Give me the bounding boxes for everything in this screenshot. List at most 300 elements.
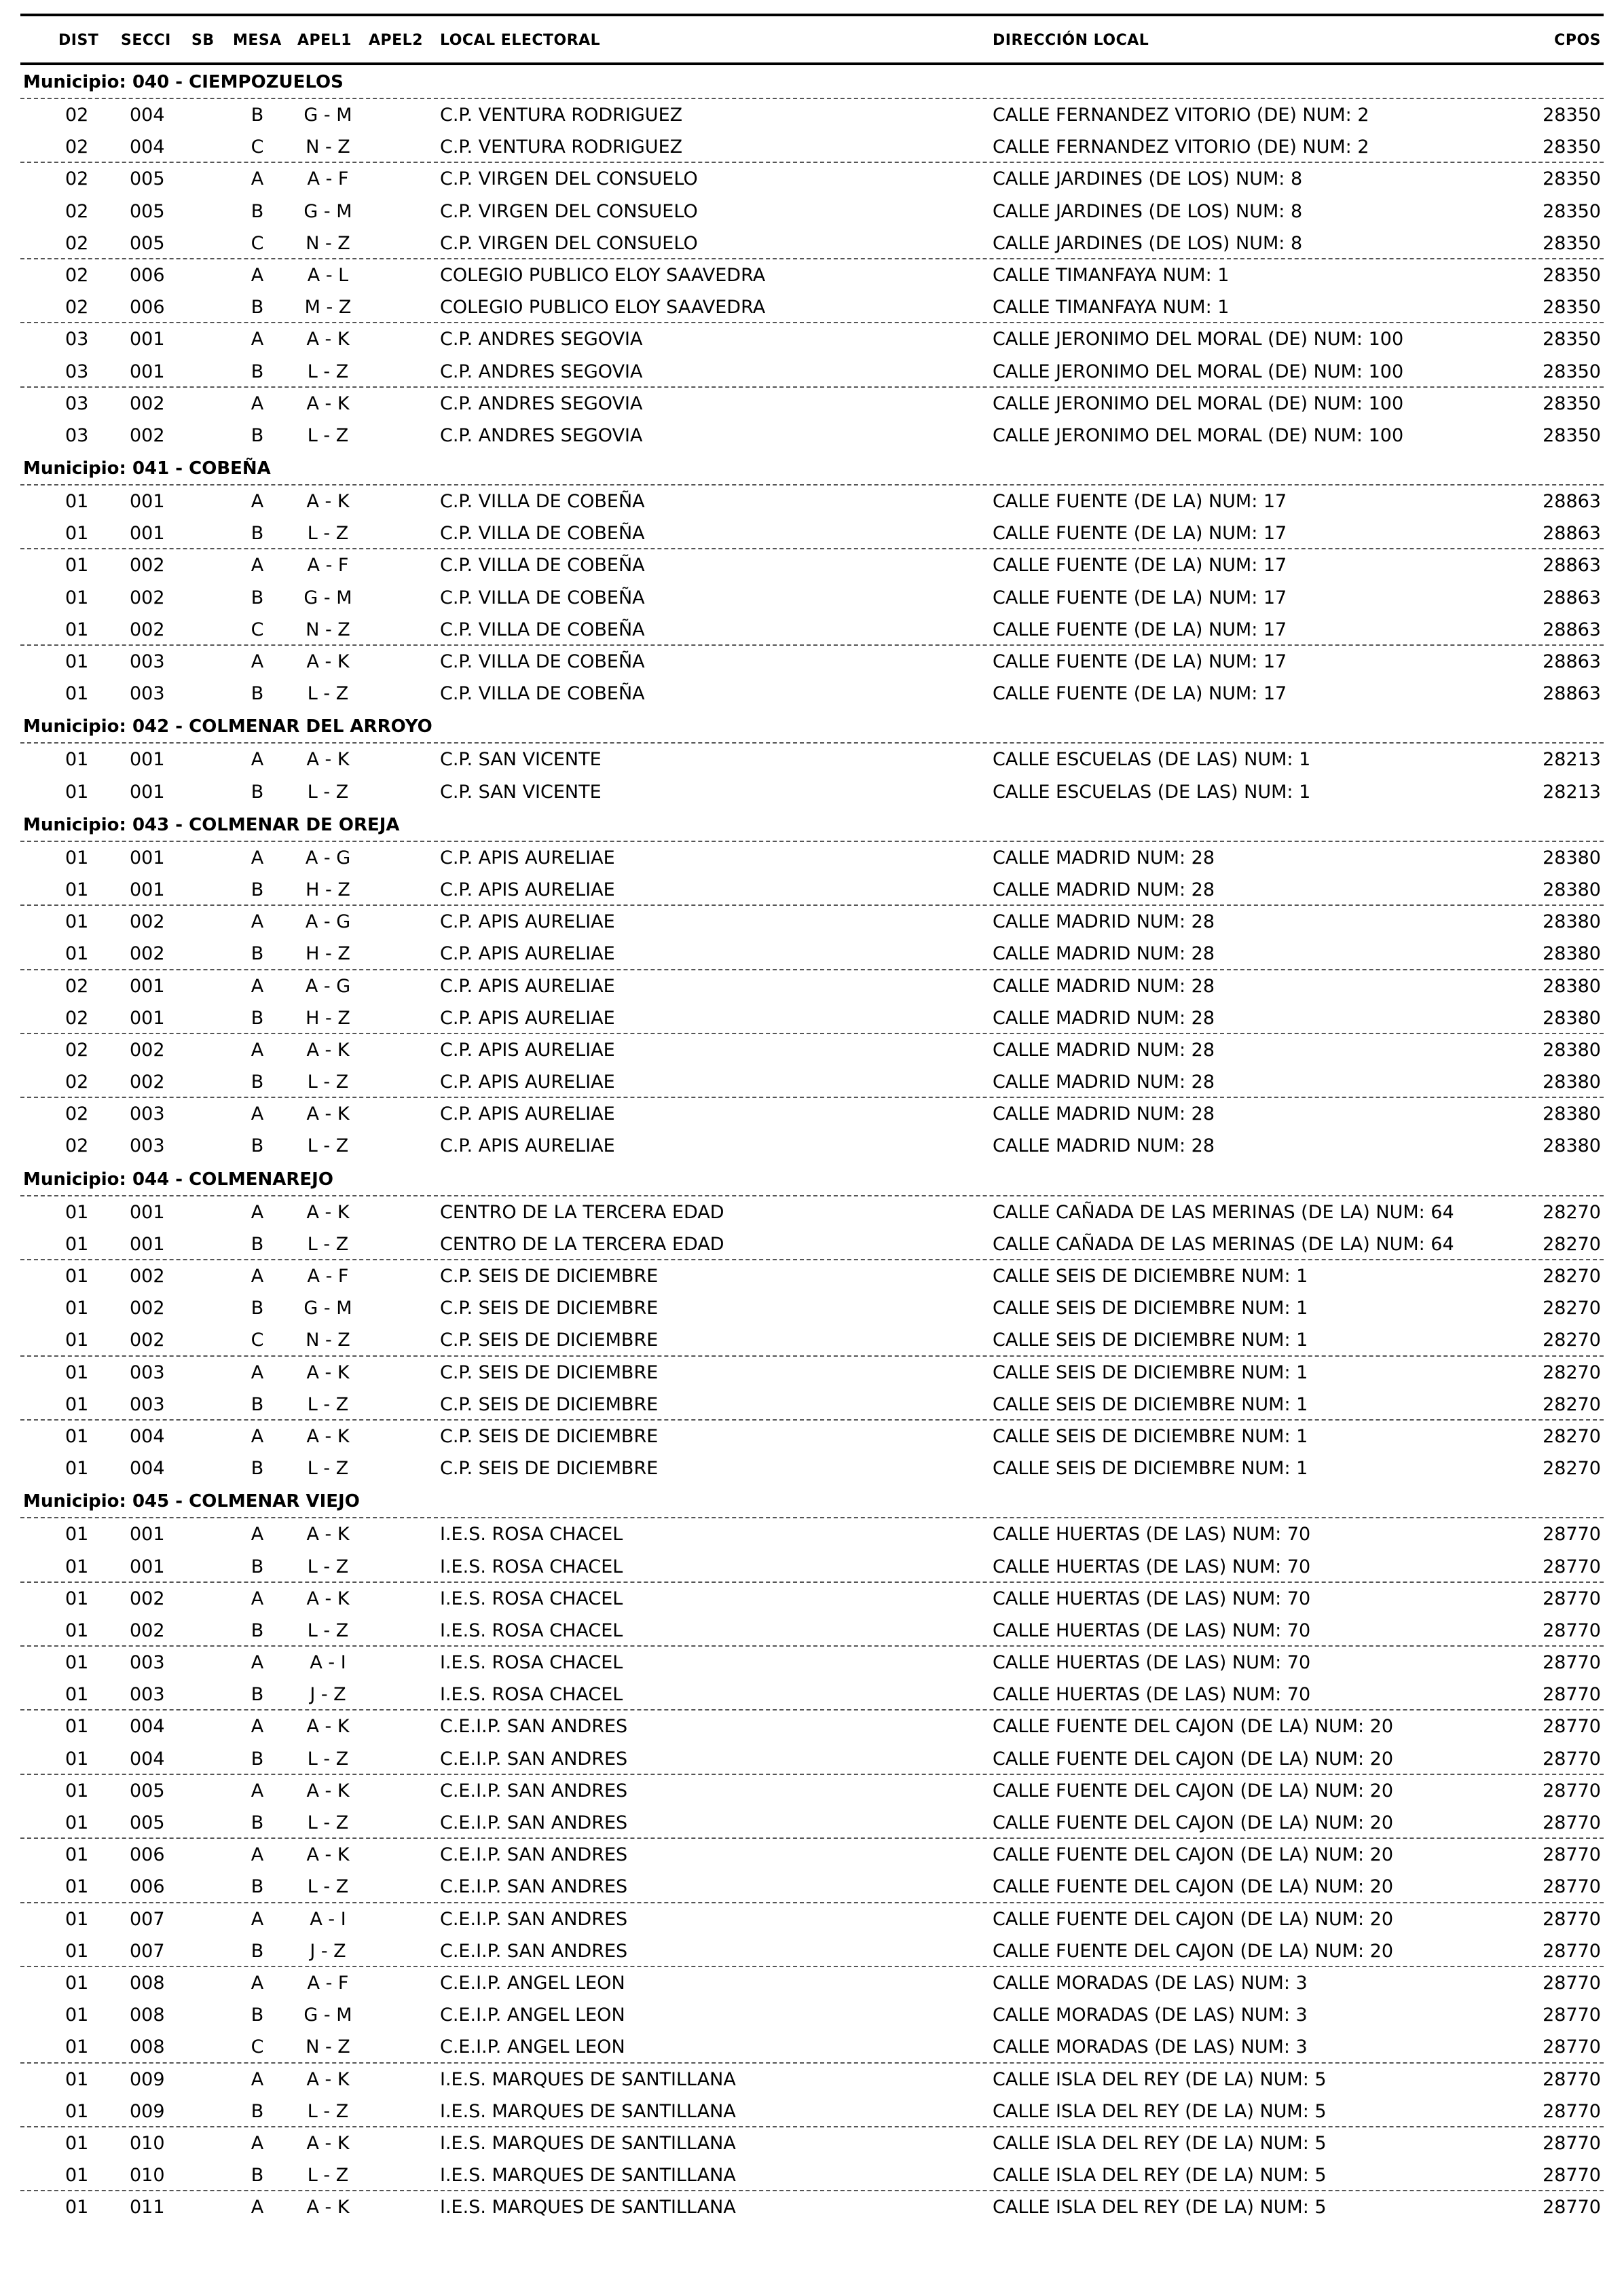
table-row [20, 131, 1604, 163]
local-electoral-cell: I.E.S. ROSA CHACEL [440, 1588, 623, 1609]
sb-cell: A [251, 1844, 264, 1866]
secci-cell: 001 [130, 1201, 165, 1223]
sb-cell: A [251, 1652, 264, 1674]
sb-cell: B [251, 1620, 264, 1641]
table-row [20, 1679, 1604, 1710]
municipio-header [20, 452, 1604, 486]
mesa-cell: A - G [305, 975, 351, 997]
local-electoral-cell: I.E.S. ROSA CHACEL [440, 1652, 623, 1674]
direccion-local-cell: CALLE ISLA DEL REY (DE LA) NUM: 5 [993, 2132, 1327, 2154]
sb-cell: A [251, 1266, 264, 1287]
dist-cell: 02 [65, 1039, 89, 1061]
dist-cell: 01 [65, 1716, 89, 1738]
table-row [20, 646, 1604, 678]
sb-cell: A [251, 1039, 264, 1061]
mesa-cell: A - F [307, 168, 349, 190]
sb-cell: A [251, 1972, 264, 1994]
local-electoral-cell: C.P. APIS AURELIAE [440, 1072, 615, 1093]
mesa-cell: G - M [303, 1298, 352, 1319]
sb-cell: B [251, 1298, 264, 1319]
dist-cell: 01 [65, 1266, 89, 1287]
dist-cell: 01 [65, 781, 89, 803]
direccion-local-cell: CALLE MADRID NUM: 28 [993, 1135, 1215, 1157]
mesa-cell: A - F [307, 555, 349, 577]
electoral-table [20, 14, 1604, 2223]
mesa-cell: L - Z [307, 1072, 349, 1093]
dist-cell: 01 [65, 2165, 89, 2187]
sb-cell: B [251, 105, 264, 126]
mesa-cell: M - Z [304, 297, 352, 318]
sb-cell: B [251, 1072, 264, 1093]
municipio-header [20, 710, 1604, 744]
direccion-local-cell: CALLE JERONIMO DEL MORAL (DE) NUM: 100 [993, 392, 1404, 414]
secci-cell: 011 [130, 2197, 165, 2218]
mesa-cell: G - M [303, 105, 352, 126]
dist-cell: 02 [65, 168, 89, 190]
sb-cell: C [251, 136, 264, 158]
cpos-cell: 28770 [1543, 1844, 1601, 1866]
secci-cell: 006 [130, 1876, 165, 1898]
dist-cell: 01 [65, 1233, 89, 1255]
dist-cell: 01 [65, 1652, 89, 1674]
direccion-local-cell: CALLE FERNANDEZ VITORIO (DE) NUM: 2 [993, 105, 1369, 126]
local-electoral-cell: C.P. SAN VICENTE [440, 781, 602, 803]
sb-cell: C [251, 2036, 264, 2058]
secci-cell: 003 [130, 1135, 165, 1157]
secci-cell: 010 [130, 2165, 165, 2187]
table-row [20, 1034, 1604, 1066]
dist-cell: 01 [65, 555, 89, 577]
local-electoral-cell: I.E.S. ROSA CHACEL [440, 1620, 623, 1641]
mesa-cell: H - Z [306, 879, 350, 900]
table-row [20, 323, 1604, 355]
mesa-cell: A - K [306, 1103, 350, 1125]
secci-cell: 001 [130, 1007, 165, 1029]
mesa-cell: A - G [305, 911, 351, 933]
mesa-cell: N - Z [306, 1330, 350, 1351]
local-electoral-cell: C.P. ANDRES SEGOVIA [440, 424, 643, 446]
dist-cell: 02 [65, 264, 89, 286]
mesa-cell: L - Z [307, 2165, 349, 2187]
dist-cell: 01 [65, 1876, 89, 1898]
sb-cell: B [251, 1233, 264, 1255]
cpos-cell: 28270 [1543, 1458, 1601, 1480]
local-electoral-cell: C.P. SEIS DE DICIEMBRE [440, 1458, 659, 1480]
sb-cell: C [251, 232, 264, 254]
local-electoral-cell: C.P. APIS AURELIAE [440, 1039, 615, 1061]
secci-cell: 001 [130, 361, 165, 382]
sb-cell: B [251, 1812, 264, 1833]
mesa-cell: L - Z [307, 1233, 349, 1255]
secci-cell: 003 [130, 1361, 165, 1383]
header-apel2: APEL2 [369, 32, 424, 49]
mesa-cell: A - K [306, 2132, 350, 2154]
cpos-cell: 28863 [1543, 555, 1601, 577]
local-electoral-cell: C.P. SAN VICENTE [440, 749, 602, 771]
local-electoral-cell: C.E.I.P. SAN ANDRES [440, 1748, 628, 1770]
sb-cell: B [251, 1940, 264, 1962]
sb-cell: A [251, 847, 264, 868]
dist-cell: 01 [65, 619, 89, 640]
local-electoral-cell: I.E.S. ROSA CHACEL [440, 1684, 623, 1706]
sb-cell: B [251, 361, 264, 382]
secci-cell: 003 [130, 1103, 165, 1125]
table-row [20, 2064, 1604, 2096]
cpos-cell: 28380 [1543, 1072, 1601, 1093]
direccion-local-cell: CALLE FUENTE DEL CAJON (DE LA) NUM: 20 [993, 1716, 1394, 1738]
table-row [20, 678, 1604, 710]
secci-cell: 009 [130, 2100, 165, 2122]
cpos-cell: 28270 [1543, 1330, 1601, 1351]
table-row [20, 1389, 1604, 1421]
mesa-cell: A - K [306, 1039, 350, 1061]
cpos-cell: 28770 [1543, 1556, 1601, 1577]
table-row [20, 388, 1604, 420]
sb-cell: B [251, 297, 264, 318]
table-row [20, 906, 1604, 938]
cpos-cell: 28770 [1543, 1972, 1601, 1994]
cpos-cell: 28770 [1543, 1588, 1601, 1609]
secci-cell: 001 [130, 749, 165, 771]
secci-cell: 008 [130, 2005, 165, 2026]
dist-cell: 02 [65, 297, 89, 318]
secci-cell: 002 [130, 1588, 165, 1609]
municipio-header [20, 65, 1604, 99]
sb-cell: A [251, 1524, 264, 1545]
municipio-label: Municipio: 041 - COBEÑA [23, 458, 271, 479]
sb-cell: B [251, 1556, 264, 1577]
table-row [20, 1002, 1604, 1034]
secci-cell: 005 [130, 232, 165, 254]
dist-cell: 01 [65, 1780, 89, 1801]
sb-cell: A [251, 749, 264, 771]
cpos-cell: 28770 [1543, 2197, 1601, 2218]
municipio-header [20, 808, 1604, 842]
cpos-cell: 28770 [1543, 1748, 1601, 1770]
direccion-local-cell: CALLE TIMANFAYA NUM: 1 [993, 297, 1230, 318]
direccion-local-cell: CALLE MORADAS (DE LAS) NUM: 3 [993, 1972, 1308, 1994]
sb-cell: A [251, 1425, 264, 1447]
direccion-local-cell: CALLE SEIS DE DICIEMBRE NUM: 1 [993, 1266, 1308, 1287]
cpos-cell: 28770 [1543, 1716, 1601, 1738]
local-electoral-cell: C.P. VIRGEN DEL CONSUELO [440, 200, 698, 222]
cpos-cell: 28770 [1543, 1876, 1601, 1898]
sb-cell: A [251, 264, 264, 286]
mesa-cell: N - Z [306, 2036, 350, 2058]
dist-cell: 01 [65, 1588, 89, 1609]
direccion-local-cell: CALLE FUENTE DEL CAJON (DE LA) NUM: 20 [993, 1844, 1394, 1866]
sb-cell: A [251, 2197, 264, 2218]
secci-cell: 005 [130, 1780, 165, 1801]
dist-cell: 01 [65, 1812, 89, 1833]
secci-cell: 004 [130, 105, 165, 126]
local-electoral-cell: C.P. VIRGEN DEL CONSUELO [440, 232, 698, 254]
secci-cell: 002 [130, 424, 165, 446]
table-row [20, 1647, 1604, 1679]
sb-cell: B [251, 523, 264, 545]
direccion-local-cell: CALLE JERONIMO DEL MORAL (DE) NUM: 100 [993, 424, 1404, 446]
municipio-label: Municipio: 043 - COLMENAR DE OREJA [23, 814, 400, 835]
local-electoral-cell: C.E.I.P. SAN ANDRES [440, 1716, 628, 1738]
cpos-cell: 28380 [1543, 975, 1601, 997]
secci-cell: 003 [130, 651, 165, 672]
direccion-local-cell: CALLE SEIS DE DICIEMBRE NUM: 1 [993, 1458, 1308, 1480]
sb-cell: A [251, 1780, 264, 1801]
table-row [20, 1228, 1604, 1260]
direccion-local-cell: CALLE FUENTE (DE LA) NUM: 17 [993, 523, 1287, 545]
table-row [20, 1357, 1604, 1389]
local-electoral-cell: C.P. VILLA DE COBEÑA [440, 651, 645, 672]
cpos-cell: 28770 [1543, 2100, 1601, 2122]
secci-cell: 002 [130, 911, 165, 933]
mesa-cell: A - G [305, 847, 351, 868]
local-electoral-cell: C.P. SEIS DE DICIEMBRE [440, 1393, 659, 1415]
direccion-local-cell: CALLE MADRID NUM: 28 [993, 911, 1215, 933]
mesa-cell: G - M [303, 200, 352, 222]
cpos-cell: 28380 [1543, 911, 1601, 933]
table-row [20, 1871, 1604, 1903]
mesa-cell: L - Z [307, 1556, 349, 1577]
direccion-local-cell: CALLE TIMANFAYA NUM: 1 [993, 264, 1230, 286]
table-body [20, 65, 1604, 2223]
local-electoral-cell: C.P. VILLA DE COBEÑA [440, 587, 645, 608]
local-electoral-cell: C.E.I.P. SAN ANDRES [440, 1908, 628, 1930]
cpos-cell: 28350 [1543, 168, 1601, 190]
local-electoral-cell: I.E.S. ROSA CHACEL [440, 1524, 623, 1545]
dist-cell: 02 [65, 1007, 89, 1029]
cpos-cell: 28350 [1543, 329, 1601, 350]
cpos-cell: 28863 [1543, 523, 1601, 545]
local-electoral-cell: C.P. SEIS DE DICIEMBRE [440, 1266, 659, 1287]
table-row [20, 2031, 1604, 2063]
secci-cell: 006 [130, 264, 165, 286]
dist-cell: 01 [65, 1940, 89, 1962]
mesa-cell: L - Z [307, 1812, 349, 1833]
mesa-cell: A - K [306, 2197, 350, 2218]
header-mesa: MESA [233, 32, 282, 49]
cpos-cell: 28770 [1543, 1812, 1601, 1833]
direccion-local-cell: CALLE MADRID NUM: 28 [993, 1039, 1215, 1061]
dist-cell: 01 [65, 587, 89, 608]
dist-cell: 01 [65, 1844, 89, 1866]
mesa-cell: A - F [307, 1266, 349, 1287]
local-electoral-cell: C.P. SEIS DE DICIEMBRE [440, 1361, 659, 1383]
mesa-cell: L - Z [307, 683, 349, 705]
sb-cell: A [251, 168, 264, 190]
table-row [20, 874, 1604, 906]
municipio-label: Municipio: 040 - CIEMPOZUELOS [23, 72, 344, 92]
mesa-cell: A - K [306, 1780, 350, 1801]
dist-cell: 02 [65, 1103, 89, 1125]
sb-cell: A [251, 392, 264, 414]
sb-cell: A [251, 491, 264, 513]
table-row [20, 970, 1604, 1002]
mesa-cell: A - I [310, 1652, 346, 1674]
dist-cell: 01 [65, 1201, 89, 1223]
local-electoral-cell: C.E.I.P. SAN ANDRES [440, 1844, 628, 1866]
local-electoral-cell: C.P. VENTURA RODRIGUEZ [440, 136, 683, 158]
cpos-cell: 28270 [1543, 1361, 1601, 1383]
direccion-local-cell: CALLE HUERTAS (DE LAS) NUM: 70 [993, 1620, 1311, 1641]
secci-cell: 007 [130, 1908, 165, 1930]
dist-cell: 01 [65, 1748, 89, 1770]
dist-cell: 01 [65, 491, 89, 513]
table-row [20, 1839, 1604, 1871]
mesa-cell: A - I [310, 1908, 346, 1930]
secci-cell: 004 [130, 1716, 165, 1738]
mesa-cell: L - Z [307, 361, 349, 382]
cpos-cell: 28350 [1543, 136, 1601, 158]
direccion-local-cell: CALLE ESCUELAS (DE LAS) NUM: 1 [993, 781, 1311, 803]
header-secci: SECCI [121, 32, 171, 49]
sb-cell: B [251, 1393, 264, 1415]
secci-cell: 004 [130, 1458, 165, 1480]
mesa-cell: L - Z [307, 523, 349, 545]
header-sb: SB [191, 32, 215, 49]
cpos-cell: 28863 [1543, 651, 1601, 672]
direccion-local-cell: CALLE FUENTE (DE LA) NUM: 17 [993, 555, 1287, 577]
local-electoral-cell: CENTRO DE LA TERCERA EDAD [440, 1233, 724, 1255]
table-row [20, 259, 1604, 291]
mesa-cell: J - Z [310, 1940, 346, 1962]
dist-cell: 03 [65, 361, 89, 382]
dist-cell: 01 [65, 2100, 89, 2122]
sb-cell: B [251, 1876, 264, 1898]
secci-cell: 002 [130, 1330, 165, 1351]
table-row [20, 291, 1604, 323]
local-electoral-cell: C.P. APIS AURELIAE [440, 1007, 615, 1029]
cpos-cell: 28380 [1543, 879, 1601, 900]
direccion-local-cell: CALLE MORADAS (DE LAS) NUM: 3 [993, 2036, 1308, 2058]
local-electoral-cell: C.E.I.P. SAN ANDRES [440, 1876, 628, 1898]
secci-cell: 001 [130, 523, 165, 545]
cpos-cell: 28380 [1543, 943, 1601, 965]
direccion-local-cell: CALLE JARDINES (DE LOS) NUM: 8 [993, 200, 1303, 222]
sb-cell: A [251, 555, 264, 577]
header-apel1: APEL1 [297, 32, 352, 49]
cpos-cell: 28770 [1543, 2005, 1601, 2026]
sb-cell: B [251, 943, 264, 965]
mesa-cell: L - Z [307, 424, 349, 446]
cpos-cell: 28213 [1543, 781, 1601, 803]
dist-cell: 01 [65, 651, 89, 672]
table-row [20, 1967, 1604, 1999]
cpos-cell: 28863 [1543, 683, 1601, 705]
dist-cell: 01 [65, 2005, 89, 2026]
table-row [20, 1260, 1604, 1292]
direccion-local-cell: CALLE HUERTAS (DE LAS) NUM: 70 [993, 1684, 1311, 1706]
table-row [20, 227, 1604, 259]
local-electoral-cell: I.E.S. MARQUES DE SANTILLANA [440, 2100, 736, 2122]
dist-cell: 02 [65, 105, 89, 126]
secci-cell: 002 [130, 587, 165, 608]
table-row [20, 614, 1604, 646]
mesa-cell: A - K [306, 1524, 350, 1545]
direccion-local-cell: CALLE HUERTAS (DE LAS) NUM: 70 [993, 1556, 1311, 1577]
secci-cell: 003 [130, 683, 165, 705]
cpos-cell: 28350 [1543, 392, 1601, 414]
local-electoral-cell: COLEGIO PUBLICO ELOY SAAVEDRA [440, 264, 766, 286]
table-row [20, 1743, 1604, 1775]
secci-cell: 004 [130, 1748, 165, 1770]
local-electoral-cell: C.P. SEIS DE DICIEMBRE [440, 1298, 659, 1319]
direccion-local-cell: CALLE FUENTE DEL CAJON (DE LA) NUM: 20 [993, 1748, 1394, 1770]
secci-cell: 003 [130, 1652, 165, 1674]
sb-cell: A [251, 1908, 264, 1930]
header-dist: DIST [58, 32, 99, 49]
secci-cell: 003 [130, 1393, 165, 1415]
table-row [20, 1999, 1604, 2031]
sb-cell: C [251, 619, 264, 640]
direccion-local-cell: CALLE HUERTAS (DE LAS) NUM: 70 [993, 1588, 1311, 1609]
cpos-cell: 28380 [1543, 1103, 1601, 1125]
cpos-cell: 28770 [1543, 1652, 1601, 1674]
secci-cell: 002 [130, 1298, 165, 1319]
sb-cell: B [251, 2100, 264, 2122]
local-electoral-cell: COLEGIO PUBLICO ELOY SAAVEDRA [440, 297, 766, 318]
cpos-cell: 28770 [1543, 1620, 1601, 1641]
cpos-cell: 28770 [1543, 2068, 1601, 2090]
secci-cell: 001 [130, 1524, 165, 1545]
local-electoral-cell: C.P. VILLA DE COBEÑA [440, 491, 645, 513]
secci-cell: 004 [130, 1425, 165, 1447]
direccion-local-cell: CALLE FUENTE (DE LA) NUM: 17 [993, 651, 1287, 672]
mesa-cell: A - K [306, 1844, 350, 1866]
direccion-local-cell: CALLE MADRID NUM: 28 [993, 975, 1215, 997]
local-electoral-cell: C.P. VILLA DE COBEÑA [440, 523, 645, 545]
table-row [20, 420, 1604, 452]
mesa-cell: G - M [303, 2005, 352, 2026]
table-row [20, 1098, 1604, 1130]
mesa-cell: L - Z [307, 1748, 349, 1770]
sb-cell: B [251, 200, 264, 222]
dist-cell: 01 [65, 523, 89, 545]
direccion-local-cell: CALLE SEIS DE DICIEMBRE NUM: 1 [993, 1393, 1308, 1415]
dist-cell: 03 [65, 329, 89, 350]
header-direccion-local: DIRECCIÓN LOCAL [993, 32, 1149, 49]
table-row [20, 1130, 1604, 1162]
direccion-local-cell: CALLE FERNANDEZ VITORIO (DE) NUM: 2 [993, 136, 1369, 158]
mesa-cell: A - K [306, 749, 350, 771]
mesa-cell: L - Z [307, 1393, 349, 1415]
table-row [20, 776, 1604, 808]
mesa-cell: A - K [306, 2068, 350, 2090]
cpos-cell: 28270 [1543, 1425, 1601, 1447]
direccion-local-cell: CALLE SEIS DE DICIEMBRE NUM: 1 [993, 1298, 1308, 1319]
table-row [20, 1775, 1604, 1807]
local-electoral-cell: C.P. APIS AURELIAE [440, 847, 615, 868]
local-electoral-cell: C.E.I.P. ANGEL LEON [440, 2005, 625, 2026]
secci-cell: 003 [130, 1684, 165, 1706]
local-electoral-cell: C.E.I.P. ANGEL LEON [440, 1972, 625, 1994]
mesa-cell: N - Z [306, 136, 350, 158]
header-local-electoral: LOCAL ELECTORAL [440, 32, 601, 49]
mesa-cell: A - K [306, 392, 350, 414]
cpos-cell: 28770 [1543, 1684, 1601, 1706]
dist-cell: 01 [65, 911, 89, 933]
cpos-cell: 28270 [1543, 1393, 1601, 1415]
direccion-local-cell: CALLE FUENTE DEL CAJON (DE LA) NUM: 20 [993, 1780, 1394, 1801]
direccion-local-cell: CALLE MADRID NUM: 28 [993, 1007, 1215, 1029]
dist-cell: 02 [65, 975, 89, 997]
cpos-cell: 28863 [1543, 491, 1601, 513]
secci-cell: 006 [130, 297, 165, 318]
sb-cell: B [251, 1007, 264, 1029]
dist-cell: 03 [65, 424, 89, 446]
mesa-cell: A - K [306, 1425, 350, 1447]
secci-cell: 002 [130, 1039, 165, 1061]
sb-cell: A [251, 2068, 264, 2090]
